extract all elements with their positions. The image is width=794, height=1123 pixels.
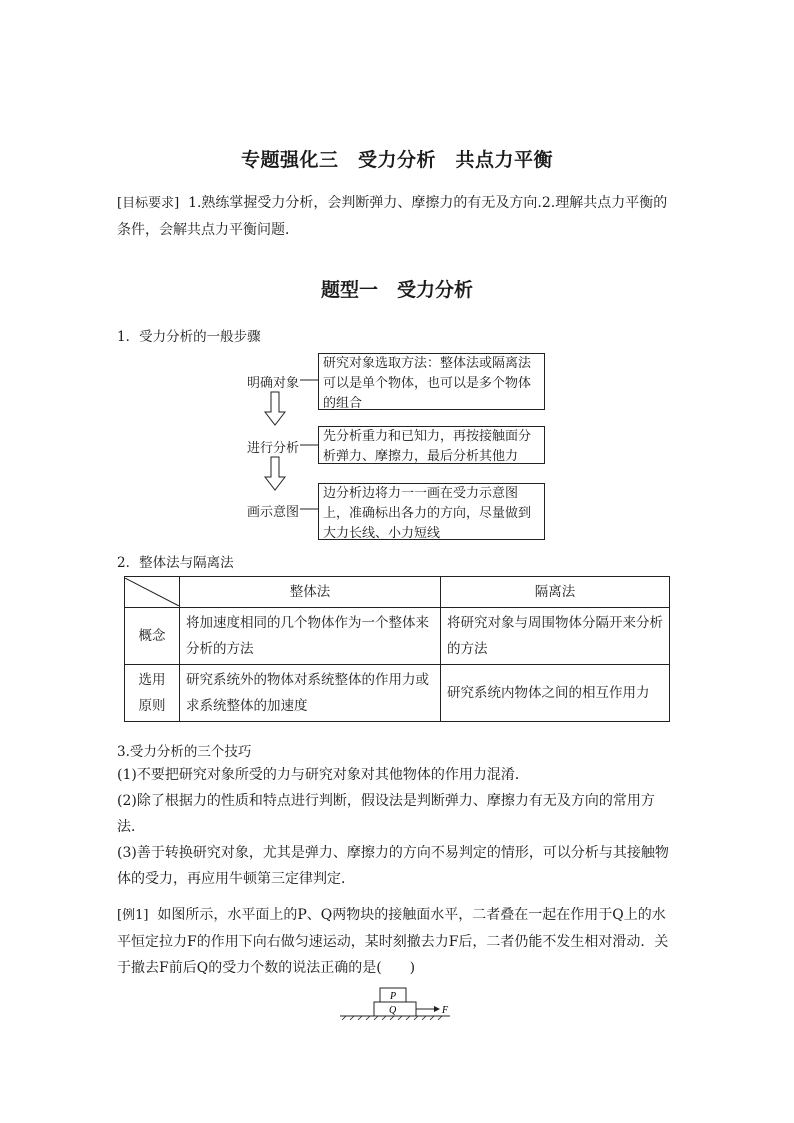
block-figure bbox=[338, 984, 458, 1024]
table-row bbox=[125, 577, 670, 608]
heading-tips: 3.受力分析的三个技巧 bbox=[117, 744, 252, 760]
section-title: 题型一 受力分析 bbox=[320, 279, 473, 301]
example-1 bbox=[117, 902, 677, 981]
goal-text: 1.熟练掌握受力分析，会判断弹力、摩擦力的有无及方向.2.理解共点力平衡的条件，会解共点力平衡问题． bbox=[117, 195, 668, 238]
heading-steps: 1．受力分析的一般步骤 bbox=[117, 329, 261, 345]
down-arrow-icon bbox=[265, 392, 285, 425]
cell-concept-whole: 将加速度相同的几个物体作为一个整体来分析的方法 bbox=[180, 608, 441, 665]
page-title: 专题强化三 受力分析 共点力平衡 bbox=[240, 149, 553, 171]
cell-principle-isolate: 研究系统内物体之间的相互作用力 bbox=[441, 665, 670, 722]
tip-item: (3)善于转换研究对象，尤其是弹力、摩擦力的方向不易判定的情形，可以分析与其接触物体的受力，再应用牛顿第三定律判定． bbox=[117, 845, 669, 887]
ground-hatch bbox=[342, 1016, 442, 1020]
row-head-principle: 选用原则 bbox=[125, 665, 180, 722]
arrow-head-icon bbox=[434, 1006, 440, 1012]
tip-item: (2)除了根据力的性质和特点进行判断，假设法是判断弹力、摩擦力有无及方向的常用方法． bbox=[117, 793, 655, 835]
col-head-whole: 整体法 bbox=[180, 577, 441, 608]
goal-requirements bbox=[117, 190, 677, 243]
goal-tag: [目标要求] bbox=[117, 196, 180, 211]
table-row bbox=[125, 665, 670, 722]
tip-item: (1)不要把研究对象所受的力与研究对象对其他物体的作用力混淆． bbox=[117, 767, 529, 783]
flow-label-2: 进行分析 bbox=[247, 441, 300, 456]
flow-box-3: 边分析边将力一一画在受力示意图上，准确标出各力的方向，尽量做到大力长线、小力短线 bbox=[318, 483, 545, 540]
flow-arrows bbox=[240, 350, 330, 550]
row-head-concept: 概念 bbox=[125, 608, 180, 665]
diagonal-line bbox=[125, 578, 179, 606]
cell-principle-whole: 研究系统外的物体对系统整体的作用力或求系统整体的加速度 bbox=[180, 665, 441, 722]
label-p: P bbox=[390, 991, 397, 1002]
flow-label-3: 画示意图 bbox=[247, 505, 300, 520]
flow-box-2: 先分析重力和已知力，再按接触面分析弹力、摩擦力，最后分析其他力 bbox=[318, 426, 545, 464]
down-arrow-icon bbox=[265, 457, 285, 490]
label-q: Q bbox=[389, 1005, 397, 1016]
label-f: F bbox=[442, 1005, 449, 1016]
method-table bbox=[124, 576, 670, 722]
cell-concept-isolate: 将研究对象与周围物体分隔开来分析的方法 bbox=[441, 608, 670, 665]
flow-label-1: 明确对象 bbox=[247, 376, 300, 391]
col-head-isolate: 隔离法 bbox=[441, 577, 670, 608]
example-tag: [例1] bbox=[117, 908, 149, 923]
heading-methods: 2．整体法与隔离法 bbox=[117, 555, 234, 571]
tips-list bbox=[117, 762, 677, 892]
flow-box-1: 研究对象选取方法：整体法或隔离法可以是单个物体，也可以是多个物体的组合 bbox=[318, 353, 545, 410]
table-row bbox=[125, 608, 670, 665]
example-text: 如图所示，水平面上的P、Q两物块的接触面水平，二者叠在一起在作用于Q上的水平恒定拉力F的作用下向右做匀速运动，某时刻撤去力F后，二者仍能不发生相对滑动．关于撤去F前后Q的受力个数的说法正确的是( ) bbox=[117, 907, 669, 976]
table-corner bbox=[125, 577, 180, 608]
